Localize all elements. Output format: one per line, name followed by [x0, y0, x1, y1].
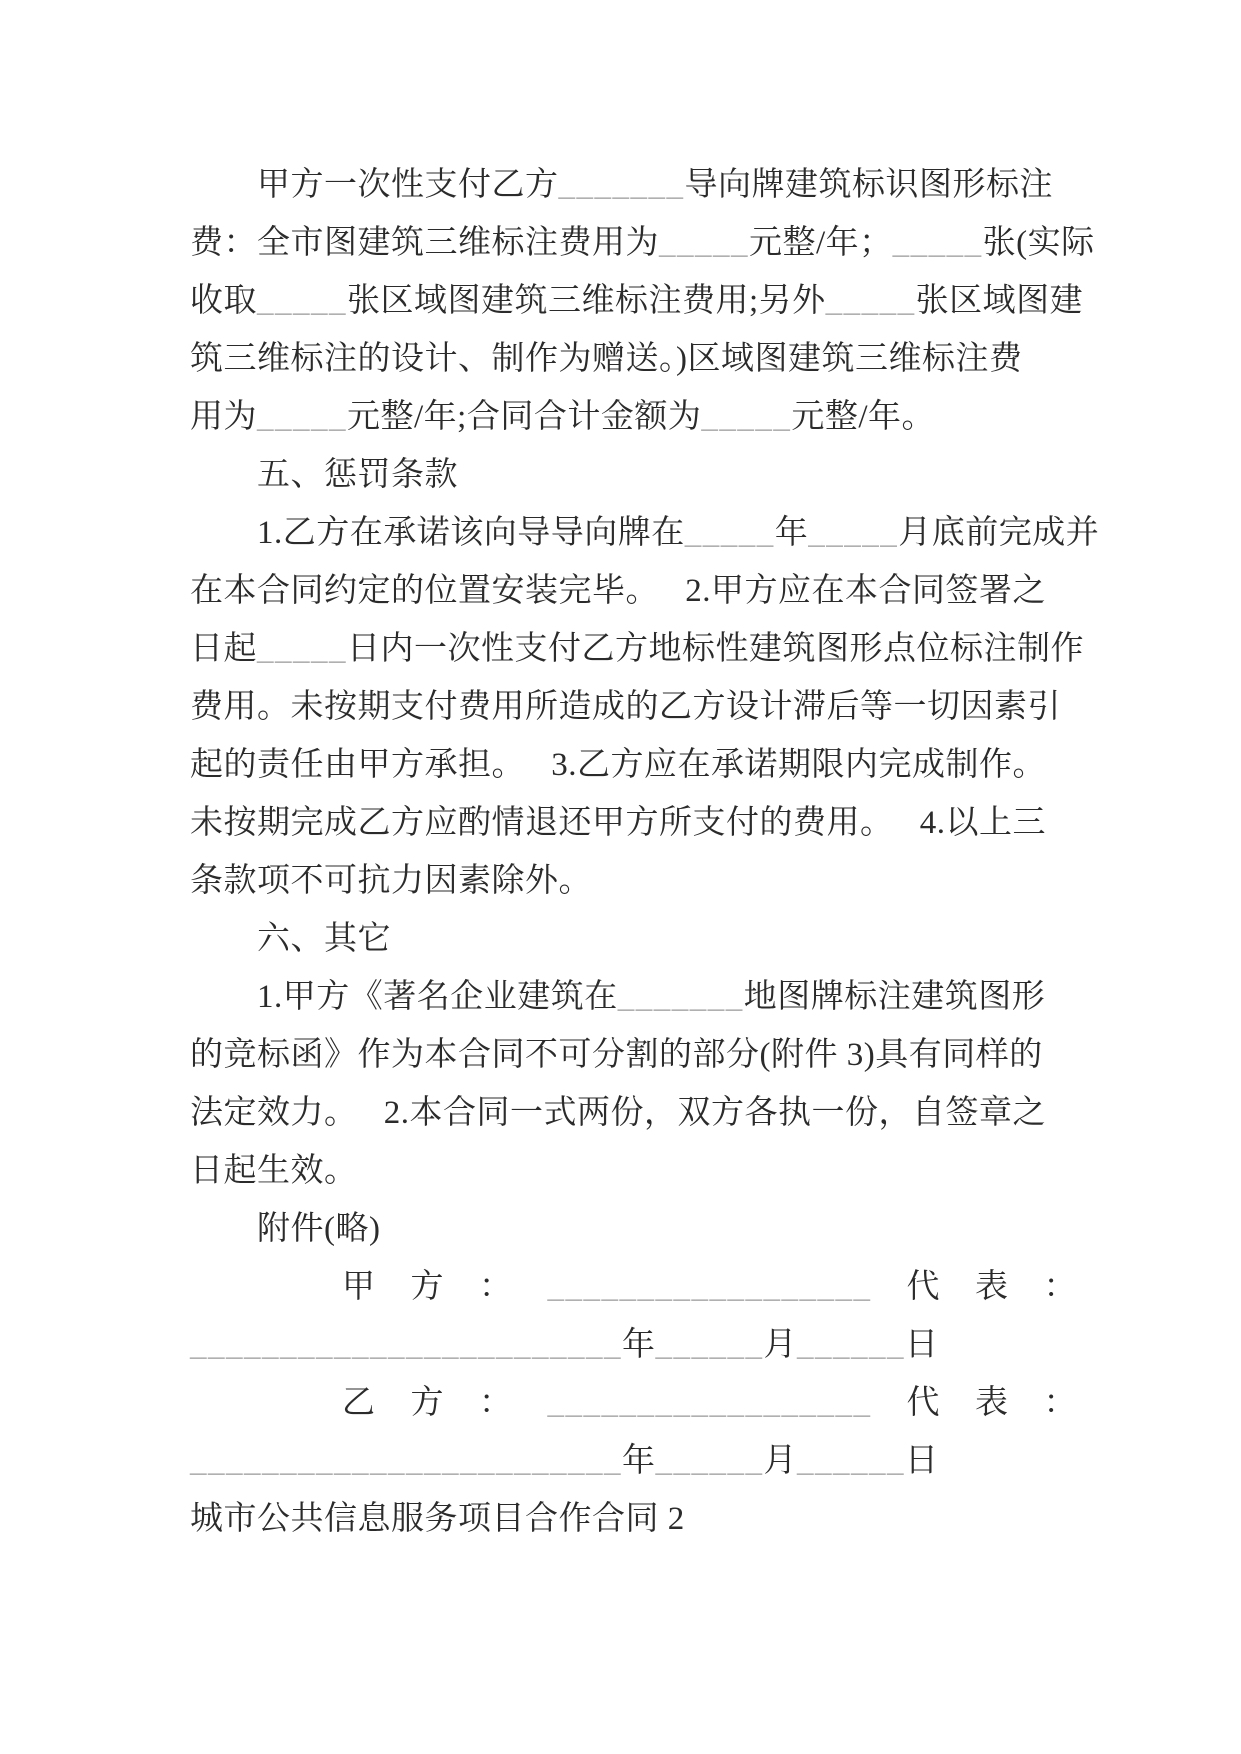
text-run: 用为: [190, 399, 257, 435]
text-run: 年: [774, 515, 809, 551]
blank-underscore: _____: [825, 283, 916, 319]
document-line: [190, 504, 1100, 562]
document-line: [190, 736, 1090, 794]
text-run: 1.乙方在承诺该向导导向牌在: [257, 515, 685, 551]
text-run: 的竞标函》作为本合同不可分割的部分(附件 3)具有同样的: [190, 1037, 1043, 1073]
document-line: [190, 1200, 1090, 1258]
blank-underscore: ______: [797, 1327, 905, 1363]
document-line: [190, 1258, 1090, 1316]
text-run: 日起: [190, 631, 257, 667]
text-run: 甲 方 ：: [342, 1269, 548, 1305]
text-run: 五、惩罚条款: [257, 457, 458, 493]
text-run: 元整/年。: [791, 399, 936, 435]
text-run: 代 表 ：: [871, 1385, 1077, 1421]
text-run: 条款项不可抗力因素除外。: [190, 863, 592, 899]
text-run: 未按期完成乙方应酌情退还甲方所支付的费用。 4.以上三: [190, 805, 1046, 841]
text-run: 费：全市图建筑三维标注费用为: [190, 225, 659, 261]
document-line: [190, 794, 1090, 852]
document-line: [190, 1432, 1090, 1490]
document-line: [190, 562, 1090, 620]
text-run: 附件(略): [257, 1211, 381, 1247]
document-line: [190, 968, 1090, 1026]
document-line: [190, 272, 1090, 330]
document-line: [190, 1374, 1090, 1432]
text-run: 导向牌建筑标识图形标注: [684, 167, 1053, 203]
blank-underscore: ________________________: [190, 1443, 622, 1479]
document-line: [190, 1142, 1090, 1200]
text-run: 收取: [190, 283, 257, 319]
text-run: 1.甲方《著名企业建筑在: [257, 979, 618, 1015]
text-run: 甲方一次性支付乙方: [257, 167, 559, 203]
text-run: 六、其它: [257, 921, 391, 957]
text-run: 年: [622, 1327, 656, 1363]
blank-underscore: ________________________: [190, 1327, 622, 1363]
text-run: 日: [905, 1327, 939, 1363]
document-footer-line: [190, 1490, 1090, 1548]
document-line: [190, 852, 1090, 910]
text-run: 起的责任由甲方承担。 3.乙方应在承诺期限内完成制作。: [190, 747, 1046, 783]
text-run: 张区域图建筑三维标注费用;另外: [347, 283, 826, 319]
text-run: 张(实际: [982, 225, 1095, 261]
document-line: [190, 156, 1090, 214]
text-run: 地图牌标注建筑图形: [743, 979, 1046, 1015]
document-line: [190, 388, 1090, 446]
blank-underscore: __________________: [547, 1385, 872, 1421]
document-body: [190, 156, 1100, 1548]
blank-underscore: _____: [701, 399, 792, 435]
document-line: [190, 910, 1090, 968]
text-run: 日起生效。: [190, 1153, 358, 1189]
text-run: 日内一次性支付乙方地标性建筑图形点位标注制作: [347, 631, 1084, 667]
text-run: 法定效力。 2.本合同一式两份，双方各执一份，自签章之: [190, 1095, 1046, 1131]
blank-underscore: _____: [257, 283, 347, 319]
blank-underscore: _____: [684, 515, 775, 551]
blank-underscore: ______: [655, 1327, 764, 1363]
text-run: 乙 方 ：: [342, 1385, 548, 1421]
text-run: 月: [763, 1443, 797, 1479]
document-line: [190, 330, 1090, 388]
blank-underscore: ______: [655, 1443, 764, 1479]
text-run: 张区域图建: [915, 283, 1084, 319]
document-line: [190, 1084, 1090, 1142]
text-run: 费用。未按期支付费用所造成的乙方设计滞后等一切因素引: [190, 689, 1061, 725]
text-run: 月: [763, 1327, 797, 1363]
text-run: 元整/年;合同合计金额为: [347, 399, 702, 435]
document-line: [190, 1316, 1090, 1374]
text-run: 元整/年；: [749, 225, 893, 261]
blank-underscore: _____: [257, 631, 347, 667]
blank-underscore: __________________: [547, 1269, 872, 1305]
document-line: [190, 1026, 1090, 1084]
blank-underscore: _______: [558, 167, 685, 203]
blank-underscore: ______: [797, 1443, 905, 1479]
document-line: [190, 446, 1090, 504]
text-run: 筑三维标注的设计、制作为赠送。)区域图建筑三维标注费: [190, 341, 1023, 377]
text-run: 年: [622, 1443, 656, 1479]
text-run: 代 表 ：: [871, 1269, 1077, 1305]
text-run: 在本合同约定的位置安装完毕。 2.甲方应在本合同签署之: [190, 573, 1046, 609]
document-line: [190, 214, 1095, 272]
text-run: 城市公共信息服务项目合作合同 2: [190, 1501, 685, 1537]
blank-underscore: _____: [257, 399, 347, 435]
blank-underscore: _____: [659, 225, 749, 261]
blank-underscore: _______: [617, 979, 744, 1015]
document-line: [190, 678, 1090, 736]
text-run: 日: [905, 1443, 939, 1479]
document-line: [190, 620, 1090, 678]
blank-underscore: _____: [892, 225, 983, 261]
blank-underscore: _____: [808, 515, 899, 551]
text-run: 月底前完成并: [898, 515, 1100, 551]
